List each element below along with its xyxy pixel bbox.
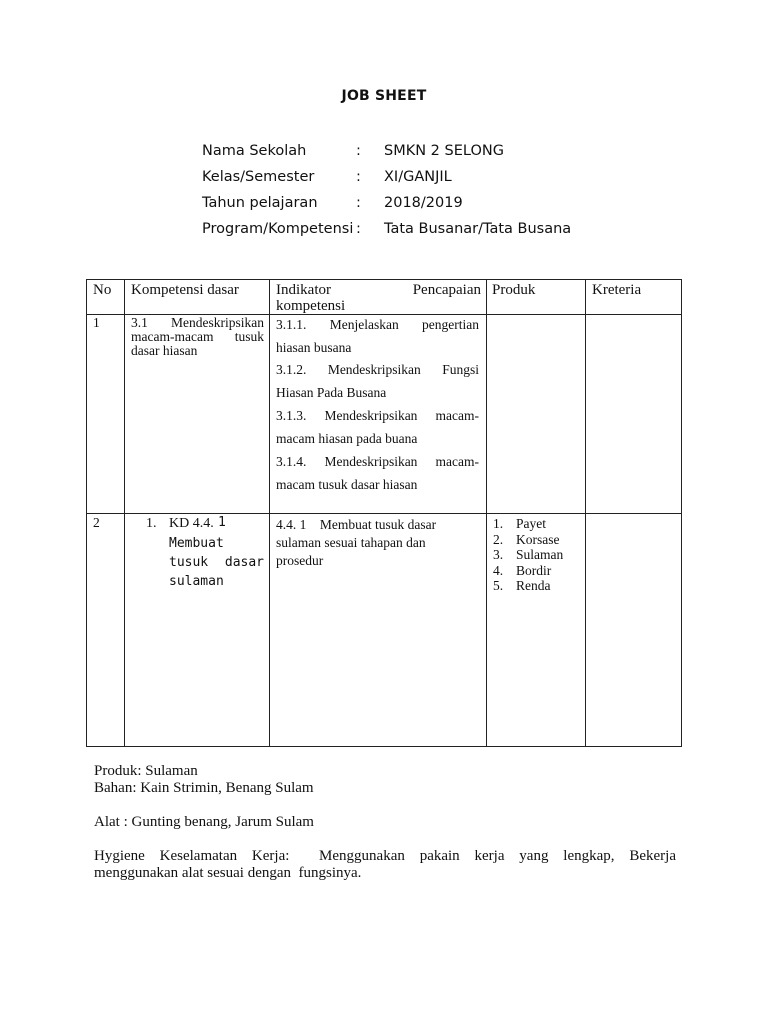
list-number: 1.	[146, 516, 157, 531]
table-border-top	[86, 279, 682, 280]
info-label: Kelas/Semester	[202, 169, 315, 185]
header-kompetensi-word: kompetensi	[276, 298, 346, 314]
table-column-divider	[585, 279, 586, 747]
indicator-line: 3.1.3. Mendeskripsikan macam-	[276, 408, 479, 423]
kd-line: tusuk dasar	[169, 555, 264, 570]
list-item: 1. Payet	[493, 516, 546, 531]
kd-line: sulaman	[169, 574, 224, 589]
row-2-indikator	[276, 516, 481, 570]
indicator-line: 4.4. 1 Membuat tusuk dasar	[276, 517, 437, 532]
indicator-line: prosedur	[276, 553, 324, 568]
info-label: Tahun pelajaran	[202, 195, 318, 211]
header-kompetensi-dasar: Kompetensi dasar	[131, 282, 239, 298]
table-column-divider	[124, 279, 125, 747]
indicator-item	[276, 404, 479, 450]
info-label: Program/Kompetensi	[202, 221, 354, 237]
hygiene-note-line1: Hygiene Keselamatan Kerja: Menggunakan pakain kerja yang lengkap, Bekerja	[94, 848, 676, 864]
indicator-line: Hiasan Pada Busana	[276, 385, 387, 400]
kd-line: dasar hiasan	[131, 343, 198, 358]
header-no: No	[93, 282, 112, 298]
indicator-line: macam hiasan pada buana	[276, 431, 418, 446]
hygiene-note-line2: menggunakan alat sesuai dengan fungsinya.	[94, 865, 362, 881]
info-colon: :	[356, 169, 361, 185]
list-item: 4. Bordir	[493, 562, 552, 578]
info-label: Nama Sekolah	[202, 143, 307, 159]
row-2-no: 2	[93, 515, 100, 530]
list-item: 2. Korsase	[493, 531, 560, 547]
info-colon: :	[356, 195, 361, 211]
row-1-no: 1	[93, 315, 100, 330]
indicator-line: 3.1.4. Mendeskripsikan macam-	[276, 454, 479, 469]
kd-line: 3.1 Mendeskripsikan	[131, 315, 264, 330]
info-value: Tata Busanar/Tata Busana	[384, 221, 572, 237]
table-column-divider	[269, 279, 270, 747]
info-colon: :	[356, 221, 361, 237]
info-value: XI/GANJIL	[384, 169, 452, 185]
indicator-line: hiasan busana	[276, 340, 352, 355]
list-item: 3. Sulaman	[493, 547, 564, 562]
indicator-item	[276, 358, 479, 404]
bahan-note: Bahan: Kain Strimin, Benang Sulam	[94, 780, 314, 796]
kd-code-tail: 1	[218, 515, 226, 530]
list-item: 5. Renda	[493, 578, 551, 593]
info-colon: :	[356, 143, 361, 159]
table-border-left	[86, 279, 87, 747]
indicator-line: 3.1.2. Mendeskripsikan Fungsi	[276, 362, 479, 377]
info-value: 2018/2019	[384, 195, 463, 211]
indicator-line: sulaman sesuai tahapan dan	[276, 535, 426, 550]
table-border-right	[681, 279, 682, 747]
alat-note: Alat : Gunting benang, Jarum Sulam	[94, 814, 314, 830]
header-produk: Produk	[492, 282, 536, 298]
row-1-kompetensi-dasar	[131, 316, 264, 358]
table-column-divider	[486, 279, 487, 747]
kd-code: KD 4.4.	[169, 516, 214, 531]
indicator-item	[276, 313, 479, 359]
table-row-divider	[86, 513, 682, 514]
kd-line: macam-macam tusuk	[131, 329, 264, 344]
header-indikator-word: Indikator	[276, 282, 331, 298]
table-border-bottom	[86, 746, 682, 747]
header-kriteria: Kreteria	[592, 282, 642, 298]
document-title: JOB SHEET	[341, 88, 427, 104]
info-value: SMKN 2 SELONG	[384, 143, 504, 159]
indicator-line: macam tusuk dasar hiasan	[276, 477, 418, 492]
indicator-item	[276, 450, 479, 496]
indicator-line: 3.1.1. Menjelaskan pengertian	[276, 317, 479, 332]
header-pencapaian-word: Pencapaian	[412, 282, 481, 298]
produk-note: Produk: Sulaman	[94, 763, 198, 779]
kd-line: Membuat	[169, 536, 224, 551]
